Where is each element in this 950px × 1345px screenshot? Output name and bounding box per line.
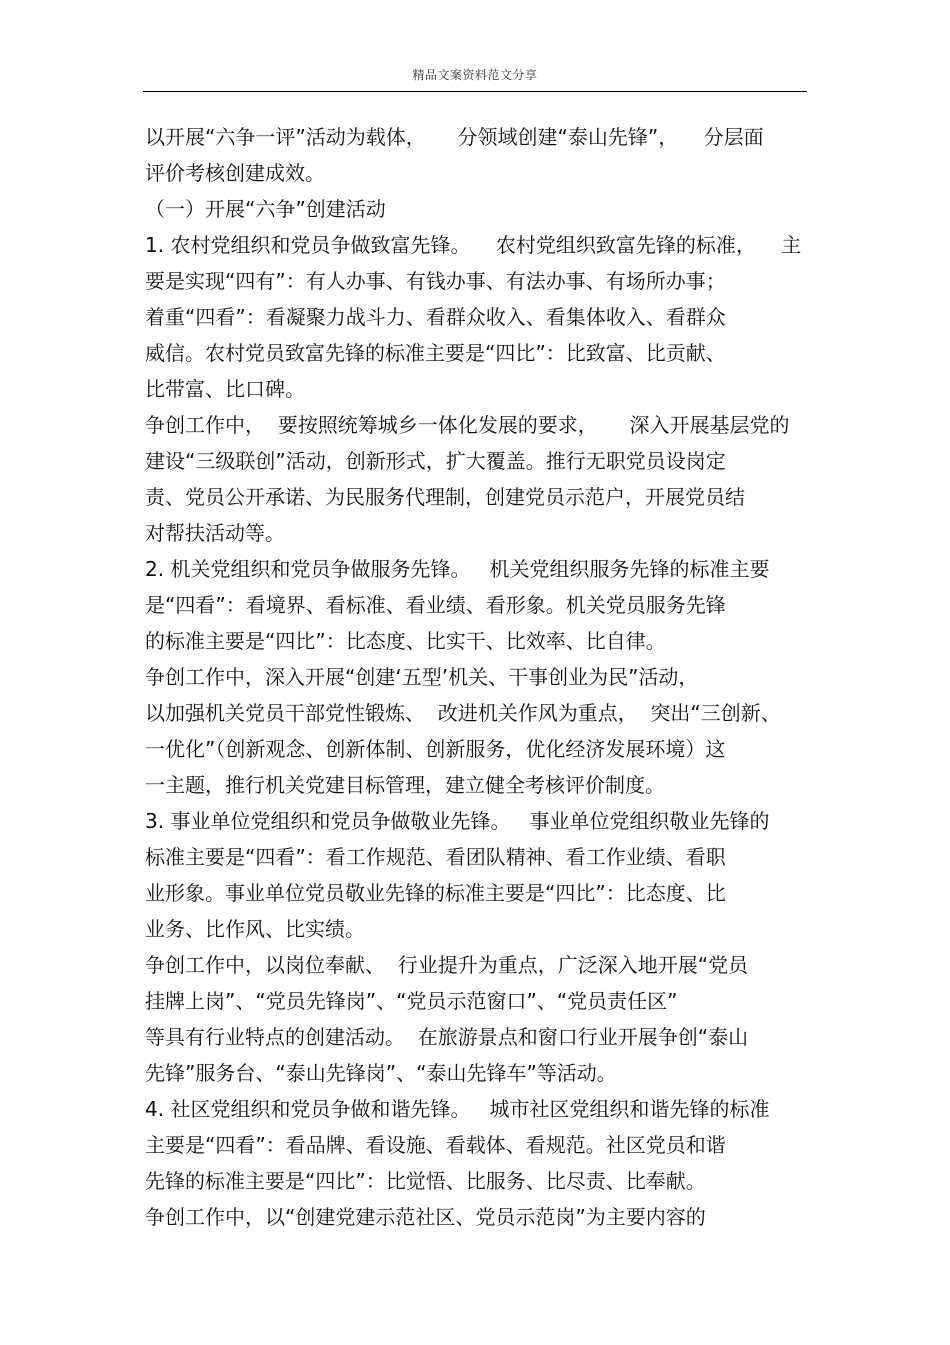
text-line: 2. 机关党组织和党员争做服务先锋。 机关党组织服务先锋的标准主要	[145, 557, 770, 581]
page-header: 精品文案资料范文分享	[412, 68, 538, 82]
text-line: 着重“四看”：看凝聚力战斗力、看群众收入、看集体收入、看群众	[145, 305, 726, 329]
text-line: 以开展“六争一评”活动为载体， 分领域创建“泰山先锋”， 分层面	[145, 125, 764, 149]
text-line: 以加强机关党员干部党性锻炼、 改进机关作风为重点， 突出“三创新、	[145, 701, 781, 725]
text-line: 等具有行业特点的创建活动。 在旅游景点和窗口行业开展争创“泰山	[145, 1025, 749, 1049]
document-body	[145, 119, 809, 1235]
text-line: 4. 社区党组织和党员争做和谐先锋。 城市社区党组织和谐先锋的标准	[145, 1097, 770, 1121]
text-line: 标准主要是“四看”：看工作规范、看团队精神、看工作业绩、看职	[145, 845, 726, 869]
section-heading: （一）开展“六争”创建活动	[145, 197, 386, 221]
text-line: 1. 农村党组织和党员争做致富先锋。 农村党组织致富先锋的标准， 主	[145, 233, 802, 257]
text-line: 的标准主要是“四比”：比态度、比实干、比效率、比自律。	[145, 629, 666, 653]
text-line: 是“四看”：看境界、看标准、看业绩、看形象。机关党员服务先锋	[145, 593, 726, 617]
text-line: 威信。农村党员致富先锋的标准主要是“四比”：比致富、比贡献、	[145, 341, 726, 365]
text-line: 责、党员公开承诺、为民服务代理制，创建党员示范户，开展党员结	[145, 485, 745, 509]
text-line: 挂牌上岗”、“党员先锋岗”、“党员示范窗口”、“党员责任区”	[145, 989, 678, 1013]
text-line: 对帮扶活动等。	[145, 521, 285, 545]
text-line: 争创工作中， 要按照统筹城乡一体化发展的要求， 深入开展基层党的	[145, 413, 790, 437]
text-line: 争创工作中，以岗位奉献、 行业提升为重点，广泛深入地开展“党员	[145, 953, 749, 977]
text-line: 比带富、比口碑。	[145, 377, 305, 401]
text-line: 业务、比作风、比实绩。	[145, 917, 365, 941]
text-line: 要是实现“四有”：有人办事、有钱办事、有法办事、有场所办事；	[145, 269, 726, 293]
text-line: 争创工作中，深入开展“创建‘五型’机关、干事创业为民”活动，	[145, 665, 699, 689]
text-line: 3. 事业单位党组织和党员争做敬业先锋。 事业单位党组织敬业先锋的	[145, 809, 770, 833]
text-line: 主要是“四看”：看品牌、看设施、看载体、看规范。社区党员和谐	[145, 1133, 726, 1157]
text-line: 评价考核创建成效。	[145, 161, 325, 185]
text-line: 争创工作中，以“创建党建示范社区、党员示范岗”为主要内容的	[145, 1205, 706, 1229]
text-line: 先锋的标准主要是“四比”：比觉悟、比服务、比尽责、比奉献。	[145, 1169, 706, 1193]
header-divider	[143, 91, 807, 92]
text-line: 建设“三级联创”活动，创新形式，扩大覆盖。推行无职党员设岗定	[145, 449, 726, 473]
text-line: 一主题，推行机关党建目标管理，建立健全考核评价制度。	[145, 773, 665, 797]
text-line: 业形象。事业单位党员敬业先锋的标准主要是“四比”：比态度、比	[145, 881, 726, 905]
text-line: 一优化”（创新观念、创新体制、创新服务，优化经济发展环境）这	[145, 737, 726, 761]
text-line: 先锋”服务台、“泰山先锋岗”、“泰山先锋车”等活动。	[145, 1061, 617, 1085]
